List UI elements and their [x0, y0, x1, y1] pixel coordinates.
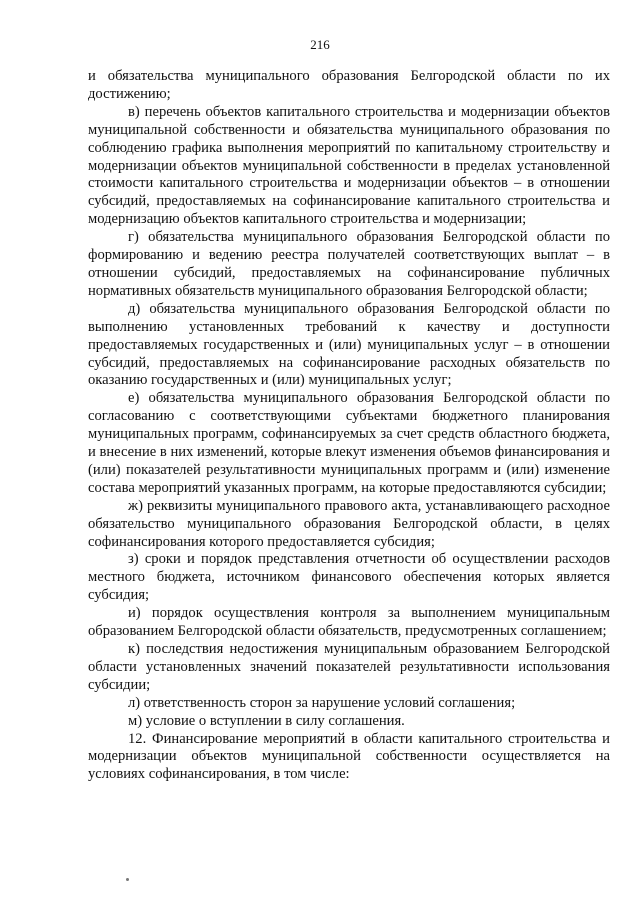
paragraph-clause-12: 12. Финансирование мероприятий в области капитального строительства и модернизации объектов муниципальной собственности осуществляется на условиях софинансирования, в том числе:: [88, 730, 610, 783]
paragraph-item-v: в) перечень объектов капитального строительства и модернизации объектов муниципальной собственности и обязательства муниципального образования по соблюдению графика выполнения мероприятий по капитальному строительству и модернизации объектов муниципальной собственности в пределах установленной стоимости капитального строительства и модернизации объектов – в отношении субсидий, предоставляемых на софинансирование капитального строительства и модернизацию объектов капитального строительства и модернизации;: [88, 103, 610, 228]
document-body: [88, 68, 610, 784]
paragraph-item-i: и) порядок осуществления контроля за выполнением муниципальным образованием Белгородской области обязательств, предусмотренных соглашением;: [88, 605, 610, 640]
paragraph-item-l: л) ответственность сторон за нарушение условий соглашения;: [128, 694, 516, 711]
scan-speck: [126, 878, 129, 881]
paragraph-item-m: м) условие о вступлении в силу соглашения.: [128, 712, 405, 729]
paragraph-item-d: д) обязательства муниципального образования Белгородской области по выполнению установленных требований к качеству и доступности предоставляемых государственных и (или) муниципальных услуг – в отношении субсидий, предоставляемых на софинансирование расходных обязательств по оказанию государственных и (или) муниципальных услуг;: [88, 300, 610, 389]
paragraph-item-g: г) обязательства муниципального образования Белгородской области по формированию и ведению реестра получателей соответствующих выплат – в отношении субсидий, предоставляемых на софинансирование публичных нормативных обязательств муниципального образования Белгородской области;: [88, 229, 610, 299]
paragraph-item-e: е) обязательства муниципального образования Белгородской области по согласованию с соответствующими субъектами бюджетного планирования муниципальных программ, софинансируемых за счет средств областного бюджета, и внесение в них изменений, которые влекут изменения объемов финансирования и (или) показателей результативности муниципальных программ и (или) изменение состава мероприятий указанных программ, на которые предоставляются субсидии;: [88, 390, 610, 496]
paragraph-item-k: к) последствия недостижения муниципальным образованием Белгородской области установленных значений показателей результативности использования субсидии;: [88, 641, 610, 693]
paragraph-item-zh: ж) реквизиты муниципального правового акта, устанавливающего расходное обязательство муниципального образования Белгородской области, в целях софинансирования которого предоставляется субсидия;: [88, 497, 610, 550]
page-number: 216: [310, 37, 330, 52]
paragraph-continuation: и обязательства муниципального образования Белгородской области по их достижению;: [88, 68, 610, 102]
paragraph-item-z: з) сроки и порядок представления отчетности об осуществлении расходов местного бюджета, источником финансового обеспечения которых является субсидия;: [88, 551, 610, 604]
